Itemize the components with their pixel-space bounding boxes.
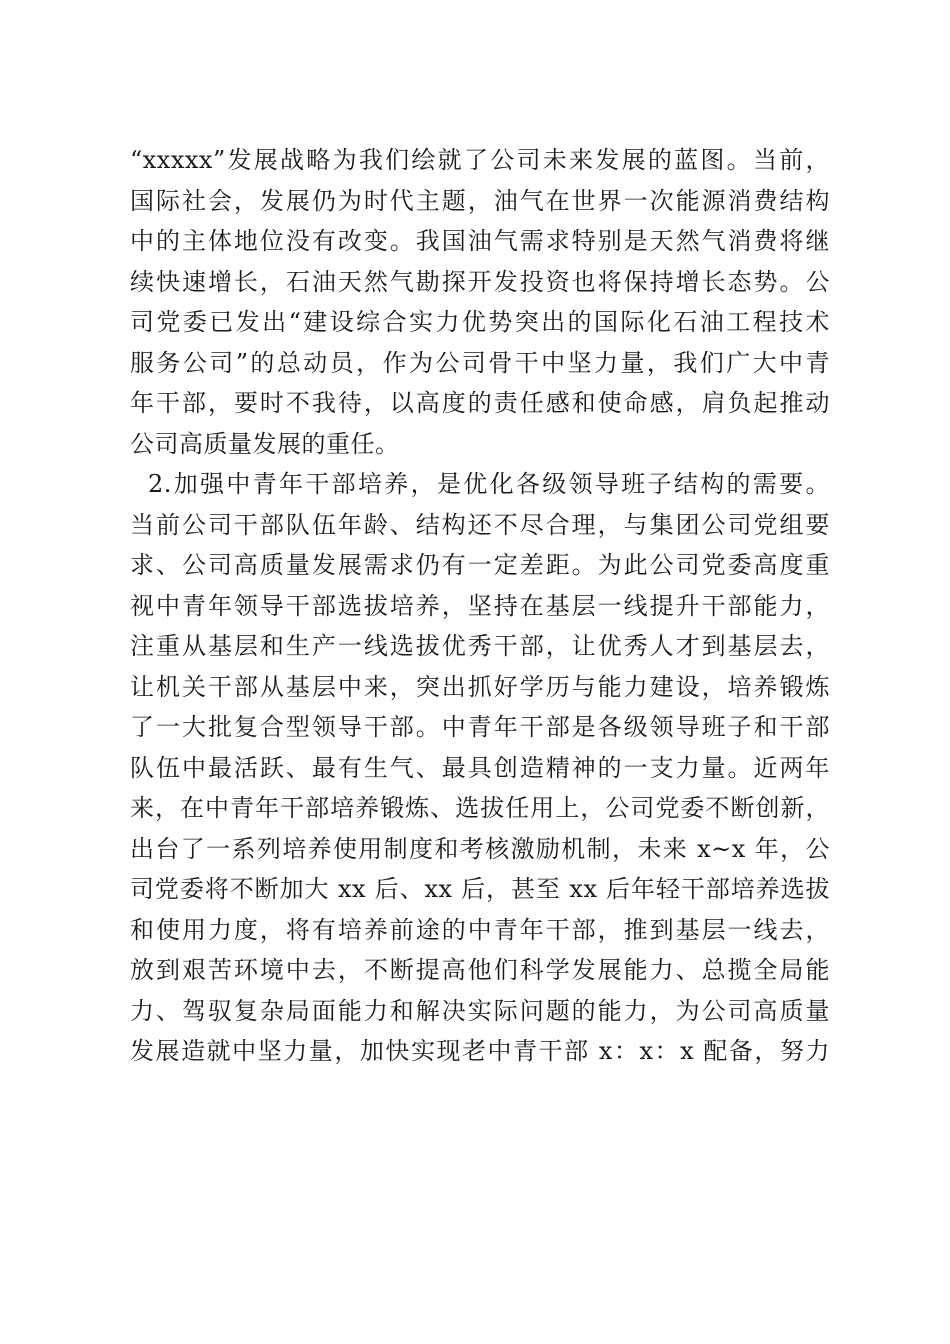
text-line: 司党委已发出“建设综合实力优势突出的国际化石油工程技术 [130,308,830,336]
text-line: 司党委将不断加大 xx 后、xx 后，甚至 xx 后年轻干部培养选拔 [130,875,830,903]
text-line: 当前公司干部队伍年龄、结构还不尽合理，与集团公司党组要 [130,510,830,539]
text-line: 注重从基层和生产一线选拔优秀干部，让优秀人才到基层去， [130,632,830,660]
text-line: 求、公司高质量发展需求仍有一定差距。为此公司党委高度重 [130,551,830,579]
text-line: 发展造就中坚力量，加快实现老中青干部 x：x：x 配备，努力 [130,1037,830,1065]
paragraph-1 [130,140,830,464]
document-body [130,140,830,1072]
text-line: 队伍中最活跃、最有生气、最具创造精神的一支力量。近两年 [130,753,830,782]
text-line: 公司高质量发展的重任。 [130,429,400,458]
text-line: 国际社会，发展仍为时代主题，油气在世界一次能源消费结构 [130,186,830,215]
text-line: 力、驾驭复杂局面能力和解决实际问题的能力，为公司高质量 [130,996,830,1025]
text-line: 中的主体地位没有改变。我国油气需求特别是天然气消费将继 [130,227,830,255]
paragraph-heading-line: 2.加强中青年干部培养，是优化各级领导班子结构的需要。 [148,470,830,498]
text-line: “xxxxx”发展战略为我们绘就了公司未来发展的蓝图。当前， [130,146,830,174]
text-line: 续快速增长，石油天然气勘探开发投资也将保持增长态势。公 [130,267,830,296]
text-line: 让机关干部从基层中来，突出抓好学历与能力建设，培养锻炼 [130,672,830,701]
text-line: 来，在中青年干部培养锻炼、选拔任用上，公司党委不断创新， [130,794,830,822]
text-line: 和使用力度，将有培养前途的中青年干部，推到基层一线去， [130,915,830,944]
text-line: 放到艰苦环境中去，不断提高他们科学发展能力、总揽全局能 [130,956,830,984]
text-line: 了一大批复合型领导干部。中青年干部是各级领导班子和干部 [130,713,830,741]
text-line: 出台了一系列培养使用制度和考核激励机制，未来 x~x 年，公 [130,834,830,863]
text-line: 年干部，要时不我待，以高度的责任感和使命感，肩负起推动 [130,389,830,417]
paragraph-2 [130,464,830,1072]
text-line: 服务公司”的总动员，作为公司骨干中坚力量，我们广大中青 [130,348,830,377]
text-line: 视中青年领导干部选拔培养，坚持在基层一线提升干部能力， [130,591,830,620]
